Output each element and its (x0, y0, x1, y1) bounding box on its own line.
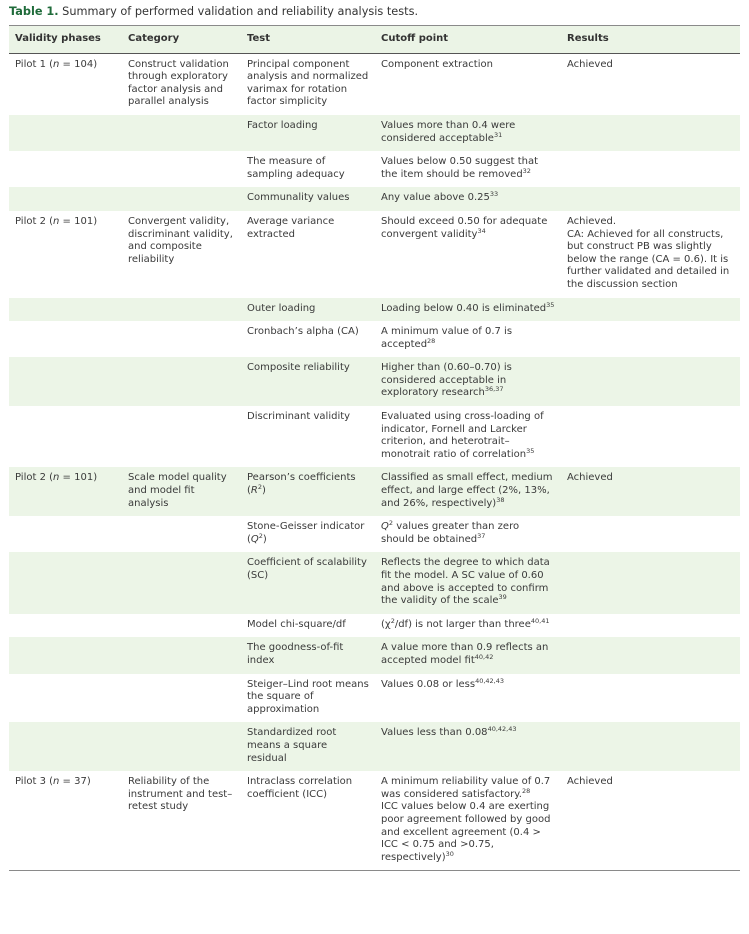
cutoff-text: A minimum reliability value of 0.7 was considered satisfactory. (381, 776, 551, 800)
table-row (9, 467, 740, 516)
cutoff-symbol-superscript: 2 (388, 519, 394, 528)
phase-text: Pilot 1 ( (15, 58, 54, 70)
reference-superscript: 39 (498, 593, 507, 602)
cell-validity-phase (9, 674, 122, 723)
phase-n-symbol: n (53, 776, 60, 788)
table-label: Table 1. (9, 5, 59, 18)
cutoff-text: Any value above 0.25 (381, 192, 490, 204)
cell-test (241, 357, 375, 406)
cell-validity-phase (9, 467, 122, 516)
table-row (9, 552, 740, 613)
cell-cutoff-point (375, 614, 561, 638)
cell-validity-phase (9, 406, 122, 467)
table-row (9, 115, 740, 151)
test-text: Pearson’s coefficients ( (247, 472, 356, 497)
results-text: Achieved (567, 472, 613, 484)
header-category: Category (122, 26, 241, 54)
cell-category (122, 771, 241, 871)
cutoff-prefix: (χ (381, 618, 391, 630)
results-text: Achieved (567, 58, 613, 70)
cell-validity-phase (9, 637, 122, 673)
test-text: Coefficient of scalability (SC) (247, 557, 367, 581)
cell-results (561, 357, 740, 406)
cell-category (122, 151, 241, 187)
category-text: Construct validation through exploratory factor analysis and parallel analysis (128, 58, 229, 108)
cell-cutoff-point (375, 637, 561, 673)
reference-superscript: 40,41 (530, 616, 550, 625)
phase-text: Pilot 2 ( (15, 215, 54, 227)
cell-validity-phase (9, 187, 122, 211)
cell-category (122, 467, 241, 516)
table-row (9, 211, 740, 298)
test-text: Model chi-square/df (247, 618, 346, 630)
cell-test (241, 115, 375, 151)
table-row (9, 516, 740, 552)
cell-cutoff-point (375, 516, 561, 552)
cell-results (561, 53, 740, 115)
results-text: Achieved (567, 776, 613, 788)
cell-category (122, 516, 241, 552)
cell-validity-phase (9, 321, 122, 357)
cell-cutoff-point (375, 187, 561, 211)
cutoff-text: Loading below 0.40 is eliminated (381, 302, 547, 314)
cell-category (122, 357, 241, 406)
reference-superscript: 28 (521, 786, 531, 795)
test-text: Average variance extracted (247, 215, 335, 240)
cell-results (561, 467, 740, 516)
validation-table (9, 25, 740, 871)
cutoff-text: Reflects the degree to which data fit the model. A SC value of 0.60 and above is accepted to confirm the validity of the scale (381, 557, 550, 607)
table-row (9, 406, 740, 467)
cell-cutoff-point (375, 115, 561, 151)
cutoff-text: Values below 0.50 suggest that the item should be removed (381, 156, 539, 180)
results-detail: CA: Achieved for all constructs, but construct PB was slightly below the range (CA = 0.6). It is further validated and detailed in the discussion section (567, 228, 730, 290)
header-results: Results (561, 26, 740, 54)
cell-validity-phase (9, 357, 122, 406)
reference-superscript: 30 (445, 849, 454, 858)
cell-results (561, 722, 740, 771)
cell-results (561, 614, 740, 638)
table-row (9, 771, 740, 871)
category-text: Scale model quality and model fit analysis (128, 472, 227, 509)
reference-superscript: 33 (489, 190, 499, 199)
cell-results (561, 637, 740, 673)
cell-category (122, 53, 241, 115)
test-superscript: 2 (258, 531, 263, 540)
cell-category (122, 674, 241, 723)
cell-results (561, 771, 740, 871)
test-text: Stone-Geisser indicator ( (247, 521, 365, 545)
cell-cutoff-point (375, 321, 561, 357)
cell-validity-phase (9, 771, 122, 871)
test-symbol: R (250, 485, 258, 497)
cell-validity-phase (9, 211, 122, 298)
cutoff-text: Evaluated using cross-loading of indicator, Fornell and Larcker criterion, and heterotrait–monotrait ratio of correlation (381, 411, 544, 460)
category-text: Convergent validity, discriminant validity, and composite reliability (128, 215, 233, 265)
cell-cutoff-point (375, 406, 561, 467)
test-text: Steiger–Lind root means the square of approximation (247, 678, 369, 715)
cell-results (561, 115, 740, 151)
phase-text: Pilot 2 ( (15, 472, 54, 484)
reference-superscript: 36,37 (484, 385, 504, 394)
cell-results (561, 552, 740, 613)
reference-superscript: 40,42,43 (475, 676, 505, 685)
table-header-row (9, 26, 740, 54)
cell-test (241, 771, 375, 871)
reference-superscript: 32 (522, 166, 531, 175)
test-text: Composite reliability (247, 362, 350, 374)
cell-validity-phase (9, 552, 122, 613)
reference-superscript: 35 (526, 446, 535, 455)
table-row (9, 187, 740, 211)
cell-test (241, 674, 375, 723)
cell-validity-phase (9, 53, 122, 115)
cell-results (561, 211, 740, 298)
cell-cutoff-point (375, 298, 561, 322)
cell-category (122, 115, 241, 151)
test-text: The goodness-of-fit index (247, 642, 344, 666)
cutoff-text: A value more than 0.9 reflects an accepted model fit (381, 642, 549, 666)
cell-cutoff-point (375, 722, 561, 771)
cell-test (241, 211, 375, 298)
cutoff-text: Component extraction (381, 58, 493, 70)
cell-test (241, 321, 375, 357)
test-text: Intraclass correlation coefficient (ICC) (247, 776, 353, 800)
cell-results (561, 151, 740, 187)
cutoff-text: Values less than 0.08 (381, 727, 488, 739)
cell-cutoff-point (375, 211, 561, 298)
test-tail: ) (262, 533, 267, 545)
cell-cutoff-point (375, 53, 561, 115)
cell-validity-phase (9, 516, 122, 552)
cell-test (241, 187, 375, 211)
cell-test (241, 151, 375, 187)
table-row (9, 637, 740, 673)
table-row (9, 321, 740, 357)
phase-n-symbol: n (53, 215, 60, 227)
table-title: Summary of performed validation and reliability analysis tests. (62, 5, 419, 18)
test-text: Discriminant validity (247, 411, 351, 423)
reference-superscript: 37 (477, 531, 486, 540)
phase-n-symbol: n (53, 472, 60, 484)
phase-n-value: = 37) (59, 776, 91, 788)
cell-category (122, 614, 241, 638)
header-cutoff-point: Cutoff point (375, 26, 561, 54)
table-row (9, 614, 740, 638)
phase-text: Pilot 3 ( (15, 776, 54, 788)
cutoff-text: Higher than (0.60–0.70) is considered acceptable in exploratory research (381, 362, 512, 399)
cell-results (561, 406, 740, 467)
cell-category (122, 637, 241, 673)
cell-category (122, 321, 241, 357)
test-text: The measure of sampling adequacy (247, 156, 345, 180)
phase-n-symbol: n (53, 58, 60, 70)
cell-cutoff-point (375, 151, 561, 187)
cell-category (122, 406, 241, 467)
cell-test (241, 298, 375, 322)
reference-superscript: 28 (427, 336, 436, 345)
cell-validity-phase (9, 151, 122, 187)
cell-validity-phase (9, 722, 122, 771)
table-row (9, 722, 740, 771)
cell-test (241, 516, 375, 552)
cutoff-text: A minimum value of 0.7 is accepted (381, 326, 513, 350)
cutoff-text: Values more than 0.4 were considered acceptable (381, 119, 516, 144)
cell-test (241, 637, 375, 673)
cutoff-text: /df) is not larger than three (394, 618, 531, 630)
cell-cutoff-point (375, 771, 561, 871)
cell-validity-phase (9, 115, 122, 151)
reference-superscript: 40,42 (474, 652, 494, 661)
table-caption (9, 5, 418, 18)
reference-superscript: 34 (477, 226, 486, 235)
cell-category (122, 187, 241, 211)
phase-n-value: = 104) (59, 58, 98, 70)
cell-test (241, 552, 375, 613)
test-text: Cronbach’s alpha (CA) (247, 326, 359, 338)
cell-test (241, 406, 375, 467)
cell-test (241, 722, 375, 771)
cell-validity-phase (9, 298, 122, 322)
cell-category (122, 722, 241, 771)
cell-validity-phase (9, 614, 122, 638)
table-row (9, 674, 740, 723)
table-row (9, 298, 740, 322)
phase-n-value: = 101) (59, 215, 98, 227)
cutoff-prefix-superscript: 2 (390, 616, 395, 625)
cell-results (561, 321, 740, 357)
test-text: Principal component analysis and normalized varimax for rotation factor simplicity (247, 58, 369, 108)
cell-category (122, 552, 241, 613)
cell-results (561, 516, 740, 552)
cutoff-symbol: Q (381, 521, 389, 533)
reference-superscript: 40,42,43 (487, 725, 517, 734)
table-row (9, 151, 740, 187)
cell-results (561, 298, 740, 322)
test-text: Outer loading (247, 302, 316, 314)
test-text: Communality values (247, 192, 350, 204)
cell-test (241, 614, 375, 638)
cell-cutoff-point (375, 674, 561, 723)
table-row (9, 53, 740, 115)
table-row (9, 357, 740, 406)
test-symbol: Q (250, 533, 259, 545)
results-text: Achieved. (567, 215, 617, 227)
category-text: Reliability of the instrument and test–retest study (128, 776, 233, 813)
phase-n-value: = 101) (59, 472, 98, 484)
header-test: Test (241, 26, 375, 54)
test-text: Factor loading (247, 119, 318, 131)
cell-test (241, 53, 375, 115)
cutoff-text: values greater than zero should be obtained (381, 521, 520, 545)
test-text: Standardized root means a square residual (247, 727, 337, 764)
cutoff-text-continued: ICC values below 0.4 are exerting poor agreement followed by good and excellent agreement (0.4 > ICC < 0.75 and >0.75, respectively) (381, 801, 551, 863)
cell-category (122, 211, 241, 298)
header-validity-phases: Validity phases (9, 26, 122, 54)
cell-cutoff-point (375, 357, 561, 406)
test-superscript: 2 (257, 483, 262, 492)
cell-category (122, 298, 241, 322)
cell-cutoff-point (375, 467, 561, 516)
cutoff-text: Values 0.08 or less (381, 678, 476, 690)
reference-superscript: 31 (493, 130, 503, 139)
reference-superscript: 35 (546, 300, 555, 309)
cell-results (561, 674, 740, 723)
cell-test (241, 467, 375, 516)
cutoff-text: Classified as small effect, medium effect, and large effect (2%, 13%, and 26%, respectively) (381, 472, 553, 509)
test-tail: ) (262, 485, 266, 497)
cell-cutoff-point (375, 552, 561, 613)
cell-results (561, 187, 740, 211)
cutoff-text: Should exceed 0.50 for adequate convergent validity (381, 215, 548, 240)
reference-superscript: 38 (496, 495, 505, 504)
